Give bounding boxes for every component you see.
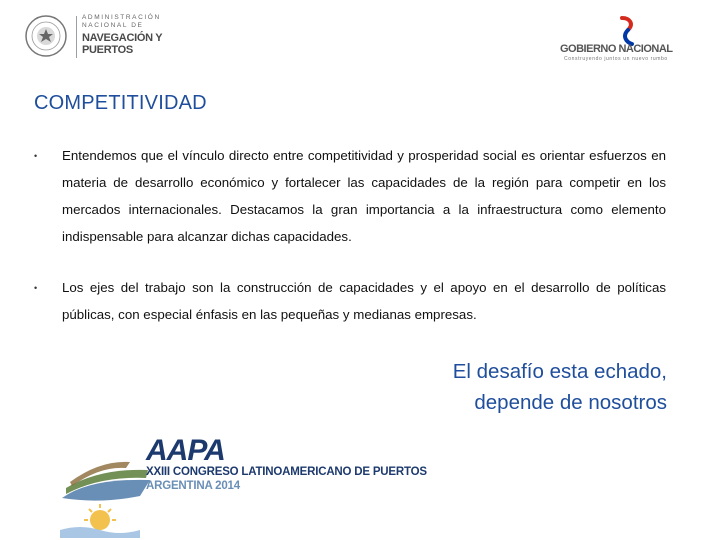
gobierno-flag-mark-icon bbox=[616, 16, 638, 46]
aapa-congress-logo bbox=[60, 434, 430, 538]
slogan bbox=[453, 356, 667, 418]
anp-divider bbox=[76, 16, 77, 58]
gobierno-tagline: Construyendo juntos un nuevo rumbo bbox=[564, 56, 668, 62]
bullet-text-ejes: Los ejes del trabajo son la construcción de capacidades y el apoyo en el desarrollo de políticas públicas, con especial énfasis en las pequeñas y medianas empresas. bbox=[62, 280, 666, 322]
nacional-word: NACIONAL bbox=[618, 43, 673, 55]
aapa-name: AAPA bbox=[146, 434, 225, 467]
anp-line-4: PUERTOS bbox=[82, 44, 133, 56]
anp-logo bbox=[24, 12, 174, 62]
page-title: COMPETITIVIDAD bbox=[34, 92, 207, 114]
aapa-country-year: ARGENTINA 2014 bbox=[146, 480, 240, 492]
gobierno-word: GOBIERNO bbox=[560, 43, 616, 55]
slogan-line-1: El desafío esta echado, bbox=[452, 360, 667, 383]
aapa-congress-title: XXIII CONGRESO LATINOAMERICANO DE PUERTOS bbox=[146, 466, 427, 478]
bullet-icon: • bbox=[34, 151, 38, 161]
slogan-line-2: depende de nosotros bbox=[474, 391, 667, 414]
gobierno-nacional-logo bbox=[560, 16, 690, 64]
anp-line-3: NAVEGACIÓN Y bbox=[82, 32, 163, 44]
bullet-text-competitividad: Entendemos que el vínculo directo entre competitividad y prosperidad social es orientar esfuerzos en materia de desarrollo económico y fortalecer las capacidades de la región para competir en los mercados internacionales. Destacamos la gran importancia a la infraestructura como elemento indispensable para alcanzar dichas capacidades. bbox=[62, 148, 666, 244]
bullet-icon: • bbox=[34, 283, 38, 293]
anp-line-2: NACIONAL DE bbox=[82, 22, 144, 29]
anp-wordmark bbox=[82, 14, 182, 56]
gobierno-wordmark bbox=[560, 43, 673, 55]
ship-sun-icon bbox=[60, 438, 160, 538]
anp-seal-icon bbox=[24, 14, 68, 58]
anp-line-1: ADMINISTRACIÓN bbox=[82, 14, 161, 21]
